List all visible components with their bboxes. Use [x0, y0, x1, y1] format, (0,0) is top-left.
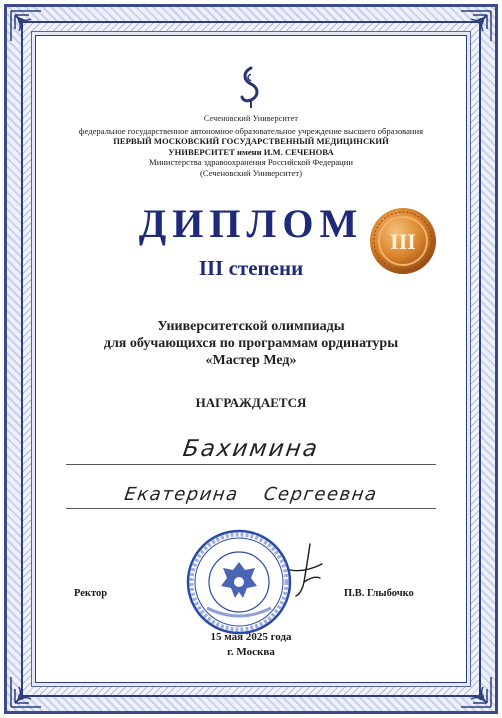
issue-date: 15 мая 2025 года [210, 631, 292, 643]
diploma-degree: III степени [198, 256, 304, 280]
org-line-3: УНИВЕРСИТЕТ имени И.М. СЕЧЕНОВА [168, 146, 334, 157]
signer-name: П.В. Глыбочко [344, 588, 414, 599]
university-logo-icon [238, 66, 264, 110]
olympiad-description [0, 318, 502, 369]
olympiad-line-2: для обучающихся по программам ординатуры [103, 336, 399, 351]
org-line-5: (Сеченовский Университет) [200, 167, 302, 178]
olympiad-line-3: «Мастер Мед» [205, 353, 297, 368]
olympiad-line-1: Университетской олимпиады [157, 319, 345, 334]
rector-label: Ректор [74, 588, 108, 599]
recipient-given-names: Екатерина Сергеевна [122, 484, 380, 505]
org-line-2: ПЕРВЫЙ МОСКОВСКИЙ ГОСУДАРСТВЕННЫЙ МЕДИЦИНСКИЙ [113, 136, 389, 147]
surname-underline [66, 464, 436, 465]
given-names-underline [66, 508, 436, 509]
recipient-surname: Бахимина [181, 436, 321, 462]
organization-block [40, 126, 462, 178]
rector-signature-icon [270, 540, 330, 600]
diploma-title: ДИПЛОМ [138, 201, 364, 246]
org-line-4: Министерства здравоохранения Российской Федерации [149, 157, 353, 168]
awarded-label: НАГРАЖДАЕТСЯ [195, 395, 307, 410]
university-short-name: Сеченовский Университет [203, 114, 299, 123]
issue-city: г. Москва [227, 646, 275, 658]
medal-numeral: III [390, 229, 416, 254]
org-line-1: федеральное государственное автономное образовательное учреждение высшего образования [78, 126, 424, 136]
